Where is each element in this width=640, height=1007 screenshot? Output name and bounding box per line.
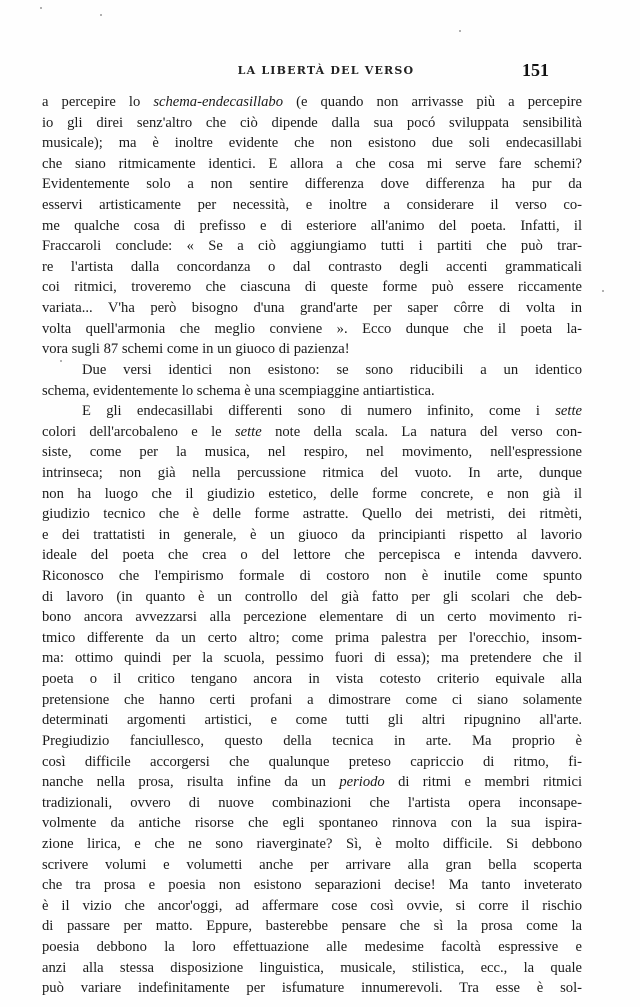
text-segment: Evidentemente solo a non sentire differenza dove differenza ha pur da	[42, 176, 582, 193]
text-line	[42, 958, 582, 979]
text-line	[42, 587, 582, 608]
text-segment: musicale); ma è inoltre evidente che non esistono due soli endecasillabi	[42, 135, 582, 152]
text-segment: di lavoro (in quanto è un controllo del già fatto per gli scolari che deb-	[42, 588, 582, 605]
text-line	[42, 484, 582, 505]
text-segment: è il vizio che ancor'oggi, ad affermare cose così ovvie, si corre il rischio	[42, 897, 582, 914]
text-line	[42, 442, 582, 463]
text-line	[42, 545, 582, 566]
text-line	[42, 216, 582, 237]
text-segment: E gli endecasillabi differenti sono di numero infinito, come i	[82, 403, 556, 420]
text-line	[42, 113, 582, 134]
text-segment: poeta o il critico tengano ancora in vista cotesto criterio equivale alla	[42, 671, 582, 688]
text-line	[42, 607, 582, 628]
text-segment: può variare indefinitamente per isfumature innumerevoli. Tra esse è sol-	[42, 980, 582, 997]
text-segment: colori dell'arcobaleno e le	[42, 423, 235, 440]
text-line	[42, 92, 582, 113]
text-line	[42, 648, 582, 669]
text-segment: vora sugli 87 schemi come in un giuoco di pazienza!	[42, 341, 350, 358]
text-segment: siste, come per la musica, nel respiro, nel movimento, nell'espressione	[42, 444, 582, 461]
text-segment: re l'artista dalla concordanza o dal contrasto degli accenti grammaticali	[42, 258, 582, 275]
italic-text: periodo	[339, 774, 385, 791]
running-title: LA LIBERTÀ DEL VERSO	[237, 64, 415, 77]
page-number: 151	[522, 60, 549, 80]
text-line	[42, 916, 582, 937]
text-segment: note della scala. La natura del verso con-	[261, 423, 583, 440]
running-header	[0, 62, 640, 82]
text-segment: Riconosco che l'empirismo formale di costoro non è inutile come spunto	[42, 568, 582, 585]
scan-speck	[60, 360, 62, 362]
text-segment: ma: ottimo quindi per la scuola, pessimo fuori di essa); ma pretendere che il	[42, 650, 582, 667]
text-line	[42, 154, 582, 175]
text-segment: pretensione che hanno certi profani a dimostrare come ci siano solamente	[42, 691, 582, 708]
text-segment: non ha luogo che il giudizio estetico, delle forme concrete, e non già il	[42, 485, 582, 502]
text-line	[42, 463, 582, 484]
text-line	[42, 277, 582, 298]
text-line	[42, 875, 582, 896]
text-segment: Pregiudizio fanciullesco, questo della tecnica in arte. Ma proprio è	[42, 732, 582, 749]
body-text	[42, 92, 582, 999]
text-segment: volta quell'armonia che meglio conviene ». Ecco dunque che il poeta la-	[42, 320, 582, 337]
scan-speck	[602, 290, 604, 292]
text-segment: (e quando non arrivasse più a percepire	[283, 94, 582, 110]
text-line	[42, 690, 582, 711]
text-line	[42, 813, 582, 834]
text-segment: tradizionali, ovvero di nuove combinazioni che l'artista opera inconsape-	[42, 794, 582, 811]
text-segment: io gli direi senz'altro che ciò dipende dalla sua pocó sviluppata sensibilità	[42, 114, 582, 131]
text-segment: che tra prosa e poesia non esistono separazioni decise! Ma tanto inveterato	[42, 877, 582, 894]
scan-speck	[40, 7, 42, 9]
text-segment: volmente da antiche risorse che egli spontaneo rinnova con la sua ispira-	[42, 815, 582, 832]
text-segment: me qualche cosa di prefisso e di esteriore all'animo del poeta. Infatti, il	[42, 217, 582, 234]
text-line	[42, 381, 582, 402]
text-line	[42, 174, 582, 195]
text-segment: che siano ritmicamente identici. E allora a che cosa mi serve fare schemi?	[42, 155, 582, 172]
italic-text: sette	[234, 423, 262, 440]
text-line	[42, 834, 582, 855]
text-line	[42, 896, 582, 917]
text-line	[42, 772, 582, 793]
text-segment: coi ritmici, troveremo che ciascuna di queste forme può essere riccamente	[42, 279, 582, 296]
text-line	[42, 566, 582, 587]
scan-speck	[459, 30, 461, 32]
text-line	[42, 360, 582, 381]
text-line	[42, 793, 582, 814]
text-line	[42, 319, 582, 340]
text-line	[42, 133, 582, 154]
text-line	[42, 937, 582, 958]
text-segment: tmico differente da un certo altro; come prima palestra per l'orecchio, insom-	[42, 629, 582, 646]
text-line	[42, 298, 582, 319]
text-segment: esservi artisticamente per necessità, e inoltre a considerare il verso co-	[42, 197, 582, 214]
text-line	[42, 669, 582, 690]
text-line	[42, 855, 582, 876]
text-segment: e dei trattatisti in generale, è un giuoco da principianti rispetto al lavorio	[42, 526, 582, 543]
text-line	[42, 710, 582, 731]
text-segment: così difficile accorgersi che qualunque preteso capriccio di ritmo, fi-	[42, 753, 582, 770]
text-segment: Due versi identici non esistono: se sono riducibili a un identico	[82, 361, 582, 378]
text-segment: zione lirica, e che ne sono riaverginate? Sì, è molto difficile. Si debbono	[42, 835, 582, 852]
text-segment: scrivere volumi e volumetti anche per arrivare alla gran bella scoperta	[42, 856, 582, 873]
text-line	[42, 978, 582, 999]
text-segment: variata... V'ha però bisogno d'una grand'arte per saper côrre di volta in	[42, 300, 582, 317]
text-segment: intrinseca; non già nella percussione ritmica del vuoto. In arte, dunque	[42, 464, 582, 481]
text-segment: giudizio tecnico che è delle forme astratte. Quello dei metristi, dei ritmèti,	[42, 506, 582, 523]
text-line	[42, 628, 582, 649]
text-segment: di ritmi e membri ritmici	[384, 774, 582, 791]
text-line	[42, 731, 582, 752]
text-segment: a percepire lo	[42, 94, 154, 110]
text-segment: nanche nella prosa, risulta infine da un	[42, 774, 340, 791]
text-segment: poesia debbono la loro effettuazione alle medesime facoltà espressive e	[42, 938, 582, 955]
text-line	[42, 236, 582, 257]
text-segment: schema, evidentemente lo schema è una scempiaggine antiartistica.	[42, 382, 435, 399]
italic-text: schema-endecasillabo	[153, 94, 284, 110]
text-line	[42, 525, 582, 546]
text-segment: Fraccaroli conclude: « Se a ciò aggiungiamo tutti i partiti che può trar-	[42, 238, 582, 255]
text-line	[42, 422, 582, 443]
text-line	[42, 257, 582, 278]
text-segment: ideale del poeta che crea o del lettore che percepisca e intenda davvero.	[42, 547, 582, 564]
text-segment: determinati argomenti artistici, e come tutti gli altri ripugnino all'arte.	[42, 712, 582, 729]
text-segment: di passare per matto. Eppure, basterebbe pensare che sì la prosa come la	[42, 918, 582, 935]
text-line	[42, 401, 582, 422]
text-line	[42, 195, 582, 216]
scan-speck	[100, 14, 102, 16]
text-line	[42, 504, 582, 525]
text-line	[42, 752, 582, 773]
italic-text: sette	[555, 403, 582, 420]
text-segment: anzi alla stessa disposizione linguistica, musicale, stilistica, ecc., la quale	[42, 959, 582, 976]
text-line	[42, 339, 582, 360]
text-segment: bono ancora avvezzarsi alla percezione elementare di un certo movimento ri-	[42, 609, 582, 626]
